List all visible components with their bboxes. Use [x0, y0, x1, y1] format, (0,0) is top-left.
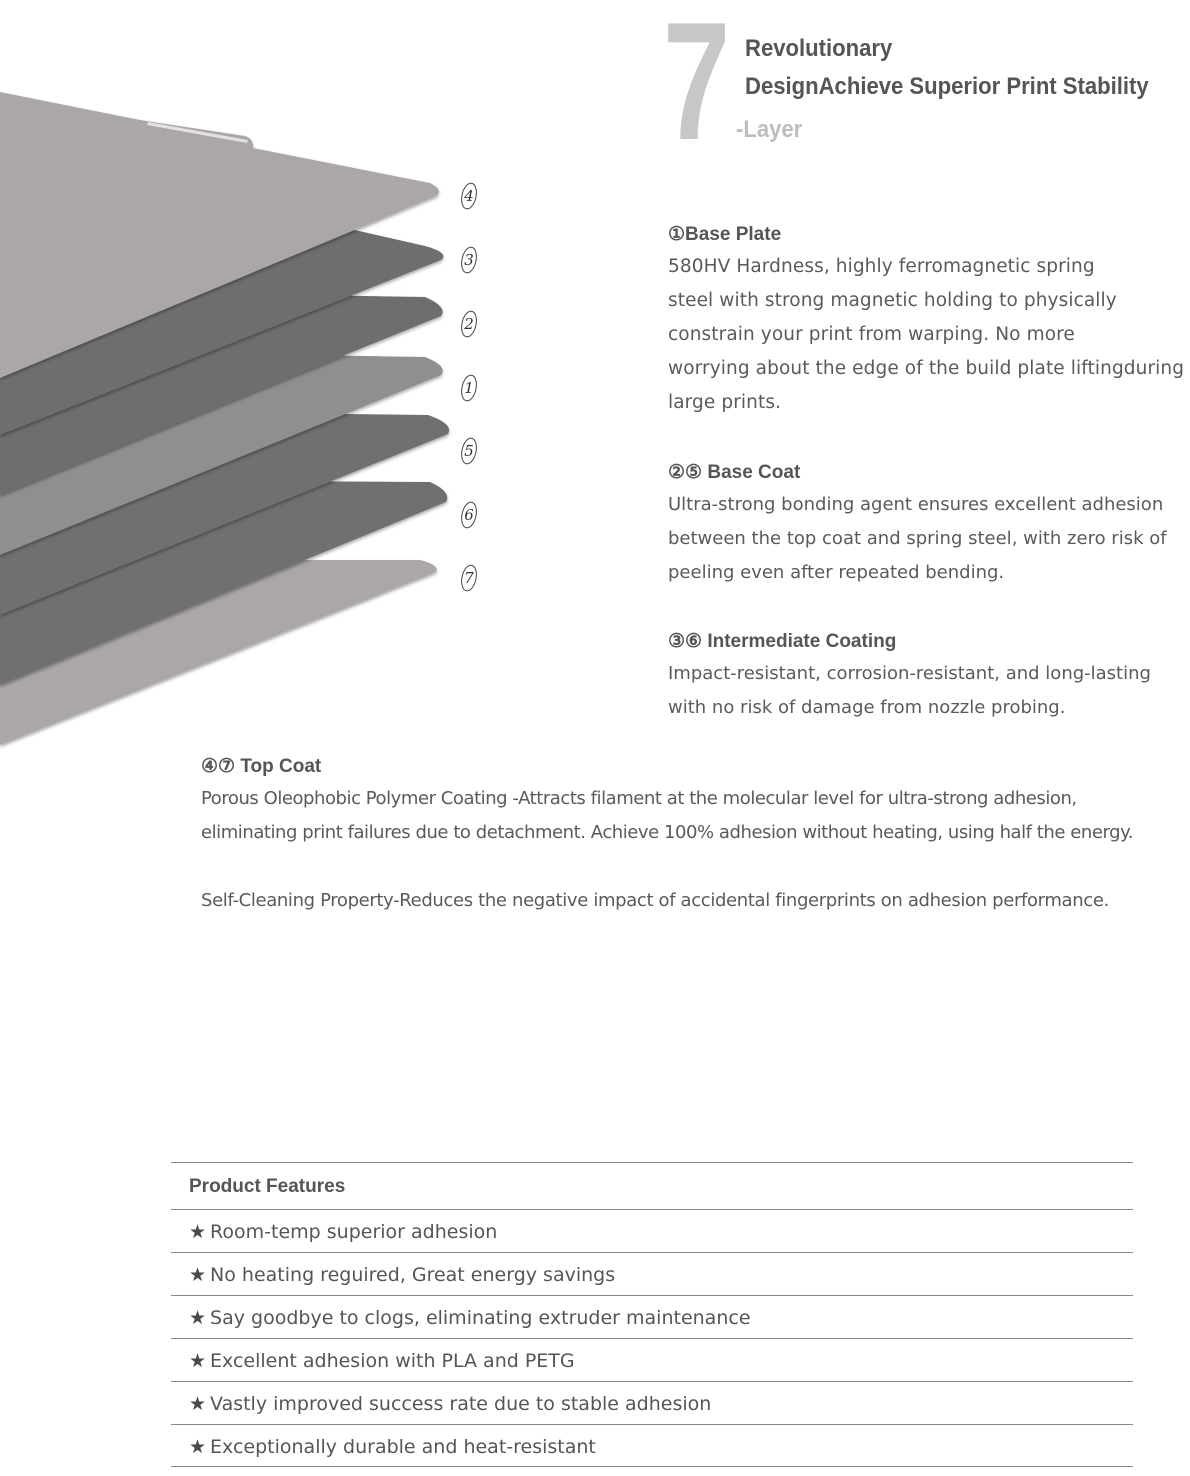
- section-number: 7: [663, 0, 731, 175]
- layer-label-2: 2: [464, 315, 474, 333]
- feature-text: Say goodbye to clogs, eliminating extruder maintenance: [210, 1307, 751, 1329]
- layer-label-4: 4: [464, 187, 474, 205]
- star-icon: ★: [189, 1436, 207, 1458]
- top-coat-title: ④⑦ Top Coat: [201, 756, 322, 777]
- top-coat-section: [201, 752, 1190, 918]
- layer-label-3: 3: [464, 251, 474, 269]
- feature-row: [171, 1381, 1133, 1424]
- base-plate-body: 580HV Hardness, highly ferromagnetic spring steel with strong magnetic holding to physically constrain your print from warping. No more worrying about the edge of the build plate liftingduring large prints.: [668, 256, 1185, 413]
- layer-label-1: 1: [464, 379, 474, 397]
- layer-label-6: 6: [464, 506, 474, 524]
- feature-row: [171, 1295, 1133, 1338]
- feature-text: Exceptionally durable and heat-resistant: [210, 1436, 596, 1458]
- page-subtitle: -Layer: [736, 116, 803, 143]
- feature-row: [171, 1338, 1133, 1381]
- top-coat-body-1: Porous Oleophobic Polymer Coating -Attracts filament at the molecular level for ultra-strong adhesion, eliminating print failures due to detachment. Achieve 100% adhesion without heating, using half the energy.: [201, 788, 1133, 843]
- feature-row: [171, 1209, 1133, 1252]
- feature-text: Vastly improved success rate due to stable adhesion: [210, 1393, 712, 1415]
- base-plate-title: ①Base Plate: [668, 224, 782, 245]
- star-icon: ★: [189, 1393, 207, 1415]
- product-features-table: [171, 1162, 1133, 1467]
- feature-text: Room-temp superior adhesion: [210, 1221, 498, 1243]
- intermediate-coating-title: ③⑥ Intermediate Coating: [668, 631, 897, 652]
- star-icon: ★: [189, 1307, 207, 1329]
- intermediate-coating-section: [668, 627, 1190, 725]
- star-icon: ★: [189, 1221, 207, 1243]
- features-header: Product Features: [171, 1162, 1133, 1209]
- title-line-2: DesignAchieve Superior Print Stability: [745, 73, 1149, 100]
- base-coat-section: [668, 458, 1190, 590]
- layer-label-5: 5: [464, 442, 474, 460]
- feature-row: [171, 1252, 1133, 1295]
- feature-text: No heating reguired, Great energy savings: [210, 1264, 616, 1286]
- intermediate-coating-body: Impact-resistant, corrosion-resistant, and long-lasting with no risk of damage from nozzle probing.: [668, 663, 1151, 718]
- layer-stack-illustration: [0, 80, 500, 760]
- feature-row: [171, 1424, 1133, 1467]
- base-coat-title: ②⑤ Base Coat: [668, 462, 801, 483]
- top-coat-body-2: Self-Cleaning Property-Reduces the negative impact of accidental fingerprints on adhesion performance.: [201, 890, 1109, 911]
- page-title: [745, 30, 1149, 106]
- layer-label-7: 7: [464, 569, 474, 587]
- base-coat-body: Ultra-strong bonding agent ensures excellent adhesion between the top coat and spring steel, with zero risk of peeling even after repeated bending.: [668, 494, 1167, 583]
- star-icon: ★: [189, 1350, 207, 1372]
- base-plate-section: [668, 220, 1190, 420]
- feature-text: Excellent adhesion with PLA and PETG: [210, 1350, 575, 1372]
- star-icon: ★: [189, 1264, 207, 1286]
- title-line-1: Revolutionary: [745, 35, 893, 62]
